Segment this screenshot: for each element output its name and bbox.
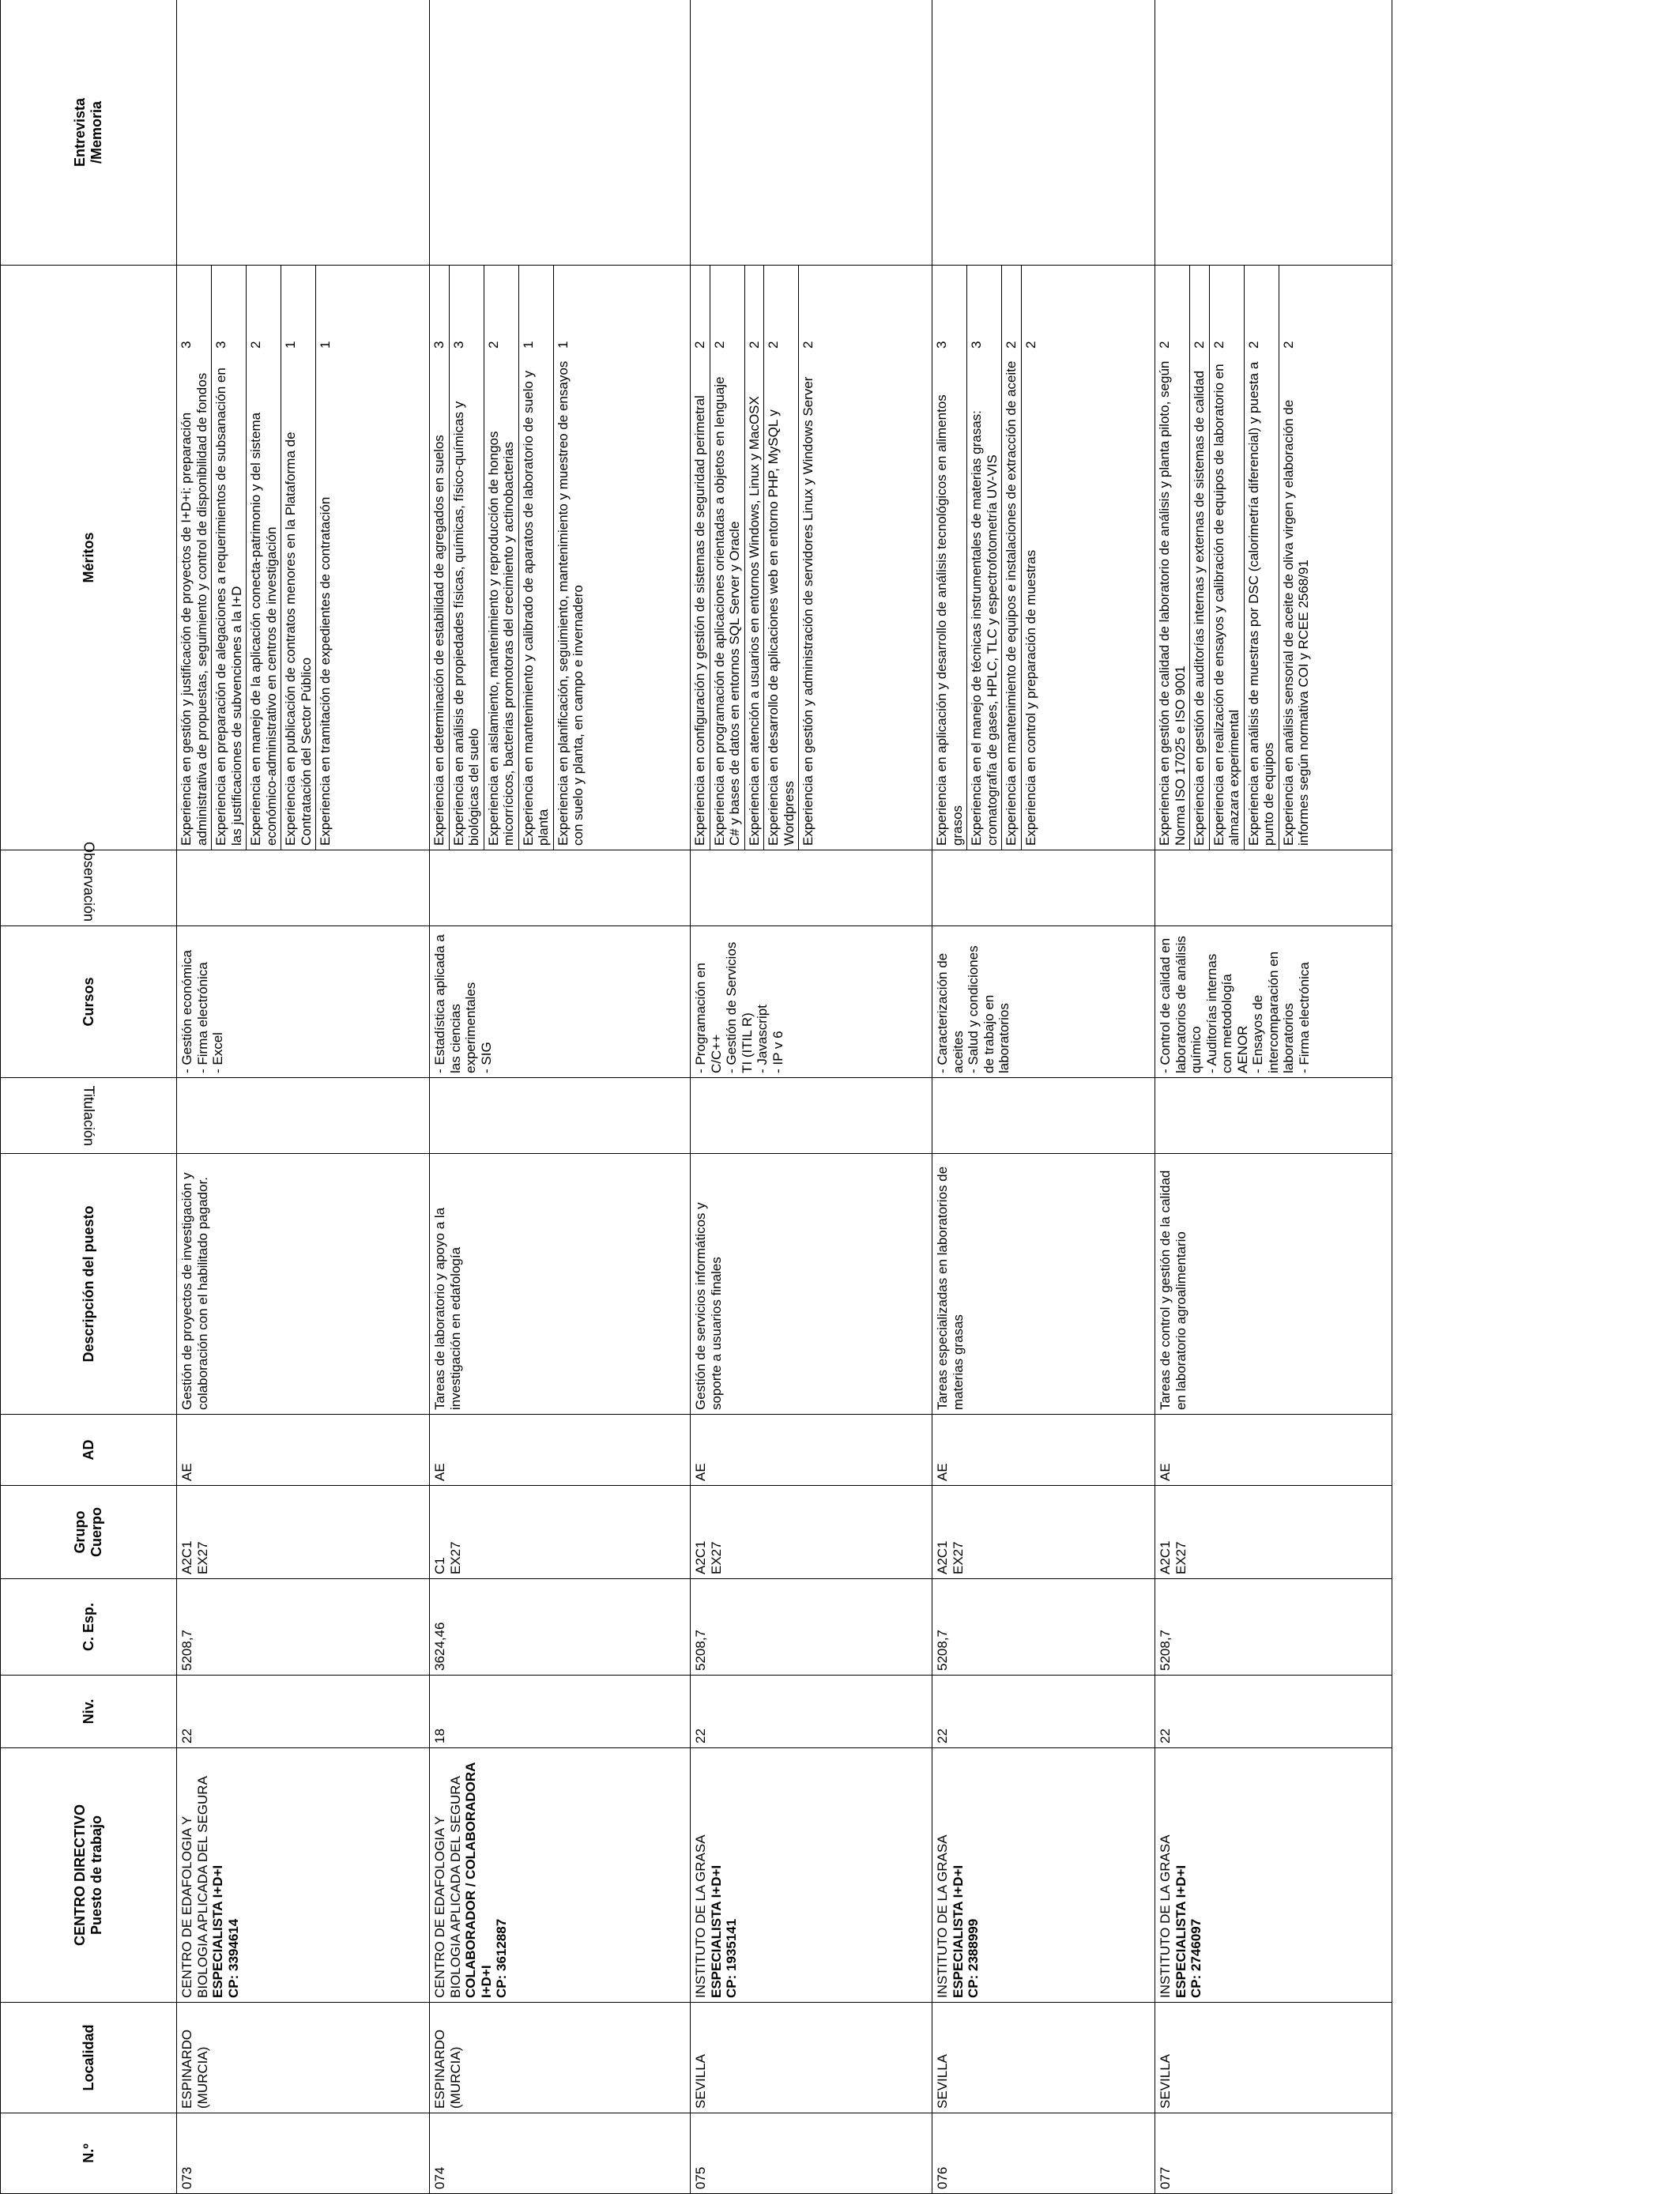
meritos-list [177,266,335,850]
merito-item [484,266,518,850]
table-row [932,0,1155,2194]
merito-item [1209,266,1244,850]
header-cesp: C. Esp. [1,1579,177,1676]
merito-text: Experiencia en gestión de auditorías internas y externas de sistemas de calidad [1190,355,1210,850]
observacion-cell [932,850,1155,926]
header-centro-line1: CENTRO DIRECTIVO [72,1804,89,1947]
centro-cell [430,1748,691,2003]
puesto-name: COLABORADOR / COLABORADORA I+D+I [463,1762,494,1998]
merito-text: Experiencia en tramitación de expedientes de contratación [316,355,335,850]
meritos-cell [430,266,691,850]
meritos-list [430,266,588,850]
merito-text: Experiencia en aislamiento, mantenimiento y reproducción de hongos micorrícicos, bacterias promotoras del crecimiento y actinobacterias [484,355,518,850]
puesto-name: ESPECIALISTA I+D+I [210,1864,226,1998]
cursos-cell: - Control de calidad en laboratorios de análisis químico - Auditorías internas con metodología AENOR - Ensayos de intercomparación en laboratorios - Firma electrónica [1155,926,1392,1078]
num-cell: 077 [1155,2113,1392,2194]
cp-code: CP: 3612887 [494,1918,510,1998]
merito-points: 2 [484,266,518,355]
table-body [177,0,1392,2194]
merito-item [1244,266,1279,850]
table-row [691,0,932,2194]
header-ad: AD [1,1415,177,1486]
merito-text: Experiencia en mantenimiento de equipos e instalaciones de extracción de aceite [1002,355,1022,850]
header-grupo-line1: Grupo [72,1510,89,1554]
header-descripcion: Descripción del puesto [1,1154,177,1415]
centro-name: CENTRO DE EDAFOLOGIA Y BIOLOGIA APLICADA DEL SEGURA [179,1776,210,1998]
header-num: N.º [1,2113,177,2194]
header-entrevista [1,0,177,266]
merito-points: 2 [1002,266,1022,355]
merito-item [316,266,335,850]
cesp-cell: 5208,7 [932,1579,1155,1676]
observacion-cell [177,850,430,926]
meritos-cell [177,266,430,850]
descripcion-cell: Gestión de servicios informáticos y soporte a usuarios finales [691,1154,932,1415]
cesp-cell: 5208,7 [1155,1579,1392,1676]
num-cell: 076 [932,2113,1155,2194]
cuerpo-value: EX27 [194,1541,210,1574]
centro-name: CENTRO DE EDAFOLOGIA Y BIOLOGIA APLICADA DEL SEGURA [432,1776,463,1998]
localidad-cell: ESPINARDO (MURCIA) [177,2003,430,2113]
merito-item [1155,266,1190,850]
meritos-cell [932,266,1155,850]
merito-item [212,266,247,850]
grupo-cell [430,1486,691,1579]
merito-points: 2 [1279,266,1313,355]
merito-text: Experiencia en gestión y administración de servidores Linux y Windows Server [799,355,818,850]
puesto-name: ESPECIALISTA I+D+I [950,1864,966,1998]
localidad-cell: ESPINARDO (MURCIA) [430,2003,691,2113]
niv-cell: 22 [691,1676,932,1748]
merito-points: 2 [1190,266,1210,355]
merito-points: 3 [212,266,247,355]
merito-points: 2 [247,266,281,355]
header-centro [1,1748,177,2003]
merito-points: 3 [967,266,1002,355]
header-entrevista-line1: Entrevista [72,97,89,168]
header-grupo-line2: Cuerpo [89,1507,104,1557]
merito-points: 2 [799,266,818,355]
ad-cell: AE [177,1415,430,1486]
merito-points: 3 [449,266,484,355]
merito-text: Experiencia en mantenimiento y calibrado de aparatos de laboratorio de suelo y planta [518,355,553,850]
localidad-cell: SEVILLA [1155,2003,1392,2113]
merito-text: Experiencia en configuración y gestión de sistemas de seguridad perimetral [692,395,707,846]
header-entrevista-line2: /Memoria [89,100,104,164]
ad-cell: AE [1155,1415,1392,1486]
merito-points: 3 [179,341,194,349]
entrevista-cell [691,0,932,266]
grupo-value: C1 [432,1557,447,1574]
cuerpo-value: EX27 [708,1541,724,1574]
merito-item [1021,266,1040,850]
entrevista-cell [932,0,1155,266]
cursos-cell: - Gestión económica - Firma electrónica - Excel [177,926,430,1078]
observacion-cell [1155,850,1392,926]
cursos-cell: - Caracterización de aceites - Salud y condiciones de trabajo en laboratorios [932,926,1155,1078]
merito-item [1190,266,1210,850]
merito-text: Experiencia en gestión de calidad de laboratorio de análisis y planta piloto, según Norma ISO 17025 e ISO 9001 [1157,360,1188,846]
cuerpo-value: EX27 [1173,1541,1188,1574]
cuerpo-value: EX27 [950,1541,966,1574]
meritos-list [1155,266,1313,850]
centro-cell [691,1748,932,2003]
descripcion-cell: Tareas de laboratorio y apoyo a la investigación en edafología [430,1154,691,1415]
centro-name: INSTITUTO DE LA GRASA [693,1834,708,1998]
merito-item [799,266,818,850]
merito-text: Experiencia en programación de aplicaciones orientadas a objetos en lenguaje C# y bases de datos en entornos SQL Server y Oracle [710,355,744,850]
merito-item [744,266,764,850]
grupo-value: A2C1 [935,1540,950,1574]
cursos-cell: - Estadística aplicada a las ciencias experimentales - SIG [430,926,691,1078]
merito-points: 1 [281,266,316,355]
niv-cell: 22 [177,1676,430,1748]
titulacion-cell [691,1078,932,1154]
descripcion-cell: Tareas especializadas en laboratorios de materias grasas [932,1154,1155,1415]
cursos-cell: - Programación en C/C++ - Gestión de Servicios TI (ITIL R) - Javascript - IP v 6 [691,926,932,1078]
centro-name: INSTITUTO DE LA GRASA [935,1834,950,1998]
cesp-cell: 5208,7 [177,1579,430,1676]
merito-text: Experiencia en el manejo de técnicas instrumentales de materias grasas: cromatografía de gases, HPLC, TLC y espectrofotometría UV-VIS [967,355,1002,850]
meritos-cell [691,266,932,850]
num-cell: 075 [691,2113,932,2194]
merito-points: 3 [934,341,949,349]
merito-text: Experiencia en preparación de alegaciones a requerimientos de subsanación en las justificaciones de subvenciones a la I+D [212,355,247,850]
ad-cell: AE [691,1415,932,1486]
merito-item [967,266,1002,850]
cp-code: CP: 2388999 [966,1918,981,1998]
header-centro-line2: Puesto de trabajo [89,1815,104,1936]
meritos-list [932,266,1040,850]
cesp-cell: 5208,7 [691,1579,932,1676]
merito-item [518,266,553,850]
titulacion-cell [430,1078,691,1154]
meritos-list [691,266,818,850]
merito-text: Experiencia en realización de ensayos y calibración de equipos de laboratorio en almazara experimental [1209,355,1244,850]
grupo-value: A2C1 [1158,1540,1173,1574]
header-meritos: Méritos [1,266,177,850]
header-localidad: Localidad [1,2003,177,2113]
merito-text: Experiencia en determinación de estabilidad de agregados en suelos [431,435,446,846]
cp-code: CP: 2746097 [1188,1918,1204,1998]
grupo-cell [177,1486,430,1579]
localidad-cell: SEVILLA [932,2003,1155,2113]
cp-code: CP: 3394614 [225,1918,241,1998]
entrevista-cell [177,0,430,266]
header-observacion-text: Observación [81,841,97,922]
table-row [177,0,430,2194]
centro-cell [932,1748,1155,2003]
cuerpo-value: EX27 [447,1541,463,1574]
ad-cell: AE [932,1415,1155,1486]
merito-item [247,266,281,850]
cesp-cell: 3624,46 [430,1579,691,1676]
titulacion-cell [1155,1078,1392,1154]
puesto-name: ESPECIALISTA I+D+I [1173,1864,1188,1998]
merito-item [449,266,484,850]
num-cell: 073 [177,2113,430,2194]
merito-points: 3 [431,341,446,349]
ad-cell: AE [430,1415,691,1486]
observacion-cell [430,850,691,926]
num-cell: 074 [430,2113,691,2194]
merito-item [553,266,588,850]
localidad-cell: SEVILLA [691,2003,932,2113]
observacion-cell [691,850,932,926]
header-titulacion [1,1078,177,1154]
niv-cell: 22 [932,1676,1155,1748]
merito-item [710,266,744,850]
merito-item [1279,266,1313,850]
merito-text: Experiencia en atención a usuarios en entornos Windows, Linux y MacOSX [744,355,764,850]
header-titulacion-text: Titulación [81,1085,97,1146]
centro-cell [177,1748,430,2003]
header-grupo [1,1486,177,1579]
cp-code: CP: 1935141 [724,1918,740,1998]
merito-item [281,266,316,850]
merito-text: Experiencia en análisis de muestras por DSC (calorimetría diferencial) y puesta a punto de equipos [1244,355,1279,850]
puesto-name: ESPECIALISTA I+D+I [708,1864,724,1998]
meritos-cell [1155,266,1392,850]
niv-cell: 18 [430,1676,691,1748]
merito-points: 2 [1157,341,1172,349]
merito-points: 1 [316,266,335,355]
grupo-cell [691,1486,932,1579]
niv-cell: 22 [1155,1676,1392,1748]
centro-cell [1155,1748,1392,2003]
merito-points: 2 [692,341,707,349]
merito-item [177,266,212,850]
table-row [1155,0,1392,2194]
centro-name: INSTITUTO DE LA GRASA [1158,1834,1173,1998]
header-niv: Niv. [1,1676,177,1748]
header-cursos: Cursos [1,926,177,1078]
merito-text: Experiencia en análisis sensorial de aceite de oliva virgen y elaboración de informes según normativa COI y RCEE 2568/91 [1279,355,1313,850]
grupo-value: A2C1 [179,1540,194,1574]
titulacion-cell [177,1078,430,1154]
merito-points: 2 [744,266,764,355]
table-row [430,0,691,2194]
merito-points: 2 [710,266,744,355]
merito-text: Experiencia en manejo de la aplicación conecta-patrimonio y del sistema económico-administrativo en centros de investigación [247,355,281,850]
merito-item [430,266,449,850]
merito-points: 1 [518,266,553,355]
merito-text: Experiencia en planificación, seguimiento, mantenimiento y muestreo de ensayos con suelo y planta, en campo e invernadero [553,355,588,850]
titulacion-cell [932,1078,1155,1154]
merito-points: 2 [1209,266,1244,355]
entrevista-cell [430,0,691,266]
merito-points: 2 [1021,266,1040,355]
merito-points: 1 [553,266,588,355]
merito-item [932,266,967,850]
merito-points: 2 [764,266,799,355]
merito-text: Experiencia en aplicación y desarrollo de análisis tecnológicos en alimentos grasos [934,394,965,846]
descripcion-cell: Tareas de control y gestión de la calidad en laboratorio agroalimentario [1155,1154,1392,1415]
grupo-cell [1155,1486,1392,1579]
header-row [1,0,177,2194]
merito-item [691,266,710,850]
merito-text: Experiencia en gestión y justificación de proyectos de I+D+i: preparación administrativa de propuestas, seguimiento y control de disponibilidad de fondos [179,372,209,846]
merito-text: Experiencia en control y preparación de muestras [1021,355,1040,850]
merito-text: Experiencia en publicación de contratos menores en la Plataforma de Contratación del Sector Público [281,355,316,850]
header-observacion [1,841,177,926]
merito-points: 2 [1244,266,1279,355]
merito-text: Experiencia en análisis de propiedades físicas, químicas, físico-químicas y biológicas del suelo [449,355,484,850]
merito-item [1002,266,1022,850]
merito-item [764,266,799,850]
descripcion-cell: Gestión de proyectos de investigación y colaboración con el habilitado pagador. [177,1154,430,1415]
grupo-value: A2C1 [693,1540,708,1574]
grupo-cell [932,1486,1155,1579]
entrevista-cell [1155,0,1392,266]
merito-text: Experiencia en desarrollo de aplicaciones web en entorno PHP, MySQL y Wordpress [764,355,799,850]
